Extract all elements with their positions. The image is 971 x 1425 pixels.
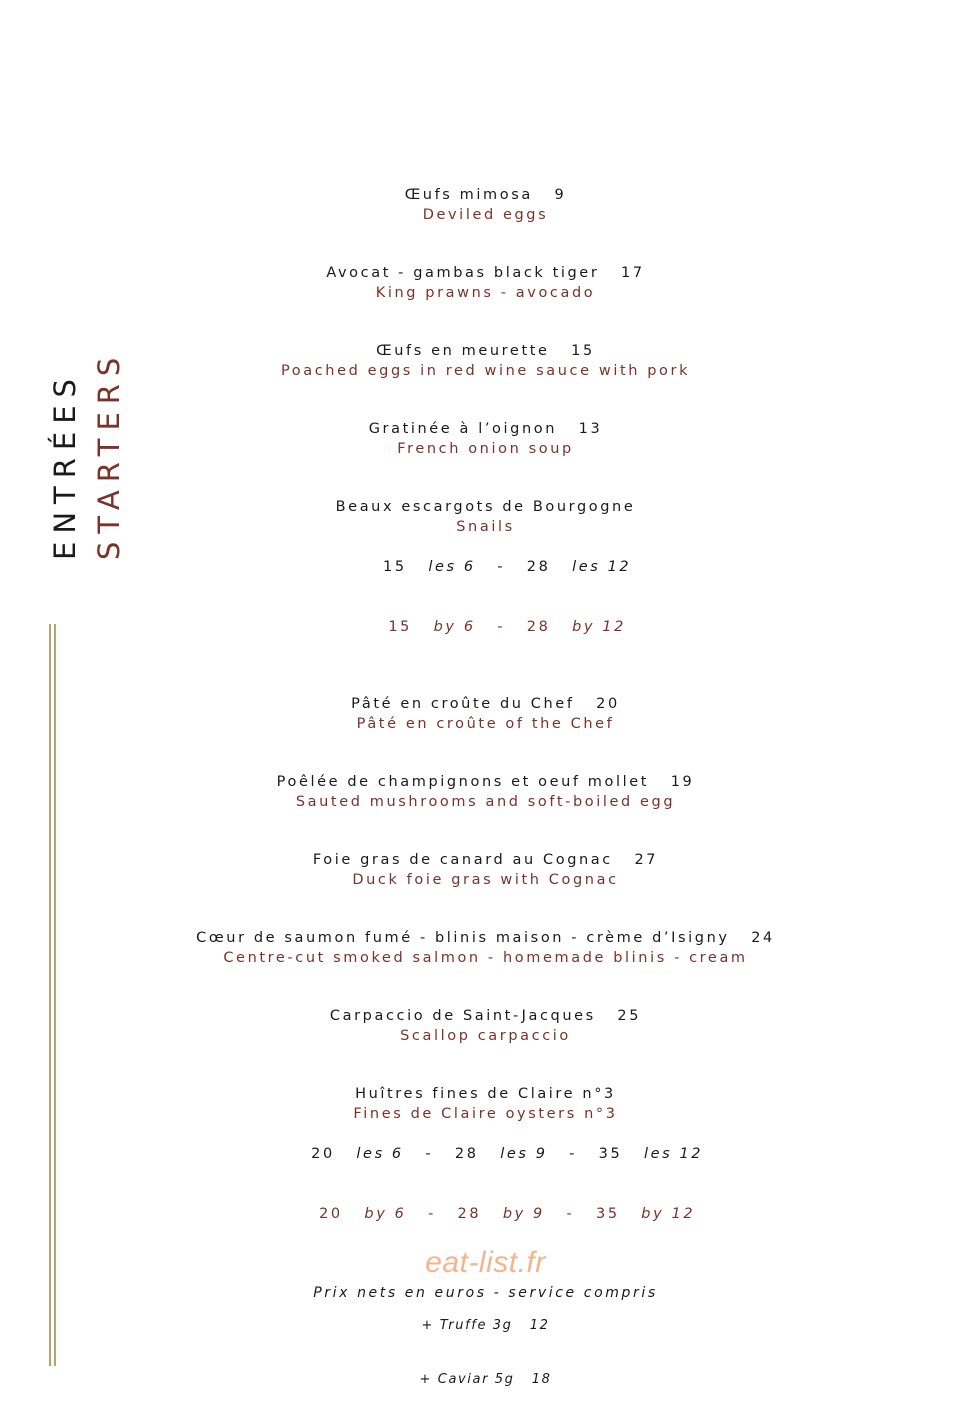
watermark: eat-list.fr xyxy=(425,1246,546,1279)
dish-name-fr: Avocat - gambas black tiger 17 xyxy=(326,265,645,281)
dish-name-fr: Œufs en meurette 15 xyxy=(376,343,595,359)
separator: - xyxy=(569,1146,578,1162)
starters-menu xyxy=(0,185,971,1425)
quantity-label: by 9 xyxy=(502,1206,545,1222)
price: 35 xyxy=(596,1206,620,1222)
dish-name-fr: Beaux escargots de Bourgogne xyxy=(335,499,636,515)
section-title-en: STARTERS xyxy=(92,349,126,560)
extra-label: + Caviar 5g xyxy=(419,1372,515,1387)
price-row-en xyxy=(0,597,971,657)
dish-name-en: Duck foie gras with Cognac xyxy=(352,872,619,888)
extras-list xyxy=(0,1281,971,1425)
dish-name-fr: Carpaccio de Saint-Jacques 25 xyxy=(329,1008,642,1024)
price: 28 xyxy=(457,1206,482,1222)
extra-label: + Truffe 3g xyxy=(421,1318,513,1333)
quantity-label: by 6 xyxy=(433,619,476,635)
separator: - xyxy=(497,619,506,635)
dish-name-en: Fines de Claire oysters n°3 xyxy=(353,1106,618,1122)
price: 15 xyxy=(383,559,407,575)
price: 28 xyxy=(526,619,551,635)
menu-item xyxy=(0,850,971,890)
dish-name-fr: Pâté en croûte du Chef 20 xyxy=(351,696,620,712)
extra-price: 12 xyxy=(529,1318,550,1333)
separator: - xyxy=(425,1146,434,1162)
dish-name-en: Centre-cut smoked salmon - homemade blinis - cream xyxy=(223,950,748,966)
dish-name-en: Poached eggs in red wine sauce with pork xyxy=(280,363,691,379)
quantity-label: les 12 xyxy=(572,559,632,575)
quantity-label: les 12 xyxy=(643,1146,704,1162)
price: 28 xyxy=(454,1146,479,1162)
dish-name-fr: Cœur de saumon fumé - blinis maison - crème d’Isigny 24 xyxy=(196,930,775,946)
separator: - xyxy=(497,559,506,575)
dish-name-fr: Œufs mimosa 9 xyxy=(404,187,567,203)
quantity-label: by 6 xyxy=(364,1206,407,1222)
menu-item xyxy=(0,497,971,657)
extra-price: 18 xyxy=(531,1372,552,1387)
menu-item xyxy=(0,772,971,812)
price-row-fr xyxy=(0,1124,971,1184)
dish-name-en: Scallop carpaccio xyxy=(400,1028,571,1044)
separator: - xyxy=(566,1206,575,1222)
menu-item xyxy=(0,341,971,381)
dish-name-en: King prawns - avocado xyxy=(375,285,596,301)
dish-name-en: Pâté en croûte of the Chef xyxy=(356,716,615,732)
dish-name-en: Sauted mushrooms and soft-boiled egg xyxy=(295,794,676,810)
separator: - xyxy=(428,1206,436,1222)
price-row-fr xyxy=(0,537,971,597)
price: 35 xyxy=(598,1146,623,1162)
price: 20 xyxy=(311,1146,335,1162)
quantity-label: les 9 xyxy=(500,1146,548,1162)
quantity-label: by 12 xyxy=(572,619,626,635)
dish-name-en: Deviled eggs xyxy=(422,207,549,223)
dish-name-fr: Foie gras de canard au Cognac 27 xyxy=(312,852,659,868)
footer-note: Prix nets en euros - service compris xyxy=(313,1285,658,1301)
section-title-fr: ENTRÉES xyxy=(48,371,82,560)
dish-name-fr: Poêlée de champignons et oeuf mollet 19 xyxy=(276,774,695,790)
menu-item xyxy=(0,185,971,225)
dish-name-fr: Huîtres fines de Claire n°3 xyxy=(355,1086,616,1102)
price-row-en xyxy=(0,1184,971,1244)
price: 15 xyxy=(388,619,412,635)
dish-name-en: French onion soup xyxy=(397,441,574,457)
menu-item xyxy=(0,928,971,968)
menu-item xyxy=(0,694,971,734)
dish-name-fr: Gratinée à l’oignon 13 xyxy=(368,421,603,437)
quantity-label: les 6 xyxy=(356,1146,404,1162)
menu-item xyxy=(0,263,971,303)
extra-item xyxy=(0,1371,971,1389)
menu-item xyxy=(0,1084,971,1244)
menu-item xyxy=(0,1006,971,1046)
dish-name-en: Snails xyxy=(456,519,515,535)
price: 20 xyxy=(319,1206,343,1222)
menu-item xyxy=(0,419,971,459)
extra-item xyxy=(0,1317,971,1335)
quantity-label: les 6 xyxy=(428,559,476,575)
price: 28 xyxy=(526,559,551,575)
quantity-label: by 12 xyxy=(641,1206,696,1222)
